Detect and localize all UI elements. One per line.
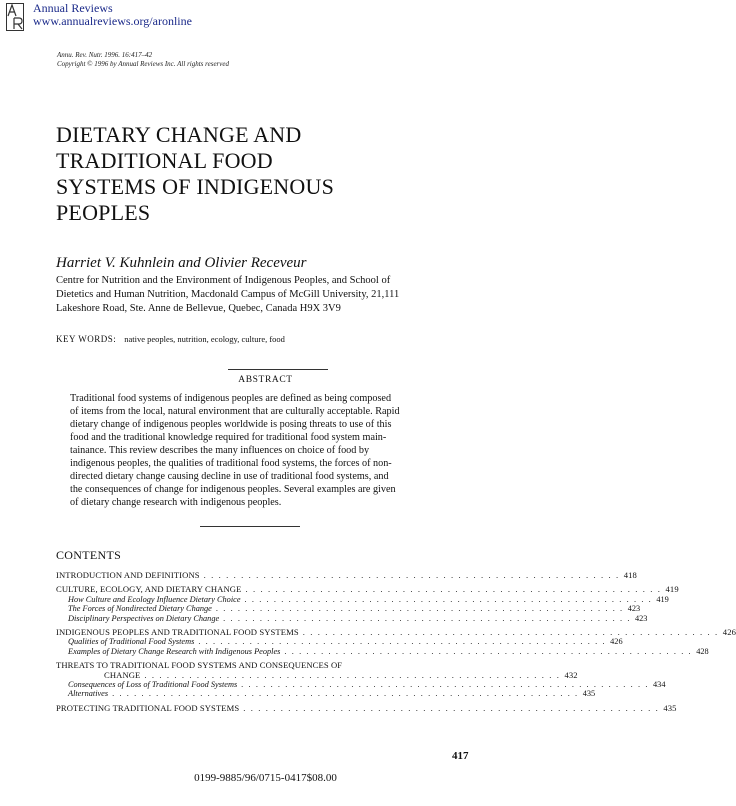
toc-entry-title: CHANGE <box>104 669 141 680</box>
toc-entry-culture-influence[interactable] <box>56 594 669 604</box>
toc-entry-culture-ecology[interactable] <box>56 584 679 595</box>
toc-page-number: 434 <box>653 679 666 689</box>
abstract-heading: ABSTRACT <box>238 375 293 385</box>
publisher-name: Annual Reviews <box>33 1 113 15</box>
toc-page-number: 435 <box>582 689 596 699</box>
toc-page-number: 418 <box>623 570 637 580</box>
abstract-line: indigenous peoples, the qualities of traditional food systems, the forces of non- <box>70 458 392 469</box>
affiliation-line: Lakeshore Road, Ste. Anne de Bellevue, Quebec, Canada H9X 3V9 <box>56 303 341 314</box>
abstract-line: directed dietary change causing decline in use of traditional food systems, and <box>70 471 389 482</box>
abstract-line: of items from the local, natural environment that are culturally acceptable. Rapid <box>70 406 400 417</box>
toc-leader-dots: . . . . . . . . . . . . . . . . . . . . . . . . . . . . . . . . . . . . . . . . . . . . . . . . . . . . . . . . <box>198 637 607 647</box>
toc-entry-consequences[interactable] <box>56 679 666 689</box>
toc-entry-title: PROTECTING TRADITIONAL FOOD SYSTEMS <box>56 702 240 713</box>
abstract-body <box>70 392 448 509</box>
toc-page-number: 435 <box>663 702 677 713</box>
abstract-line: the consequences of change for indigenous peoples. Several examples are given <box>70 484 396 495</box>
toc-entry-qualities[interactable] <box>56 637 623 647</box>
toc-leader-dots: . . . . . . . . . . . . . . . . . . . . . . . . . . . . . . . . . . . . . . . . . . . . . . . . . . . . . . . . . . . . . . . . <box>112 689 579 699</box>
toc-entry-title: Examples of Dietary Change Research with Indigenous Peoples <box>68 646 281 656</box>
toc-leader-dots: . . . . . . . . . . . . . . . . . . . . . . . . . . . . . . . . . . . . . . . . . . . . . . . . . . . . . . . . <box>215 604 624 614</box>
abstract-line: tainance. This review describes the many influences on choice of food by <box>70 445 370 456</box>
abstract-line: dietary change of indigenous peoples worldwide is posing threats to use of this <box>70 419 392 430</box>
toc-page-number: 428 <box>696 646 709 656</box>
toc-entry-disciplinary-perspectives[interactable] <box>56 613 648 623</box>
toc-entry-introduction[interactable] <box>56 570 637 580</box>
affiliation-line: Centre for Nutrition and the Environment of Indigenous Peoples, and School of <box>56 275 391 286</box>
toc-entry-title: Qualities of Traditional Food Systems <box>68 637 195 647</box>
title-line: PEOPLES <box>56 200 151 225</box>
toc-leader-dots: . . . . . . . . . . . . . . . . . . . . . . . . . . . . . . . . . . . . . . . . . . . . . . . . . . . . . . . . <box>241 679 650 689</box>
abstract-line: of dietary change research with indigenous peoples. <box>70 497 282 508</box>
abstract-divider-top <box>228 369 328 370</box>
toc-entry-title: CULTURE, ECOLOGY, AND DIETARY CHANGE <box>56 584 242 595</box>
toc-entry-alternatives[interactable] <box>56 689 596 699</box>
toc-leader-dots: . . . . . . . . . . . . . . . . . . . . . . . . . . . . . . . . . . . . . . . . . . . . . . . . . . . . . . . . <box>302 626 719 637</box>
toc-entry-indigenous-peoples[interactable] <box>56 626 736 637</box>
toc-page-number: 426 <box>722 626 736 637</box>
toc-entry-title: Disciplinary Perspectives on Dietary Change <box>68 613 220 623</box>
article-title <box>56 122 334 226</box>
abstract-divider-bottom <box>200 526 300 527</box>
keywords-label: KEY WORDS: <box>56 334 117 344</box>
toc-leader-dots: . . . . . . . . . . . . . . . . . . . . . . . . . . . . . . . . . . . . . . . . . . . . . . . . . . . . . . . . <box>223 613 631 623</box>
copyright-notice: Copyright © 1996 by Annual Reviews Inc. All rights reserved <box>57 60 229 68</box>
toc-entry-title: Alternatives <box>68 689 109 699</box>
toc-leader-dots: . . . . . . . . . . . . . . . . . . . . . . . . . . . . . . . . . . . . . . . . . . . . . . . . . . . . . . . . <box>203 570 620 580</box>
keywords-values: native peoples, nutrition, ecology, culture, food <box>124 334 285 344</box>
toc-leader-dots: . . . . . . . . . . . . . . . . . . . . . . . . . . . . . . . . . . . . . . . . . . . . . . . . . . . . . . . . <box>244 594 653 604</box>
authors: Harriet V. Kuhnlein and Olivier Receveur <box>56 255 307 271</box>
page-number: 417 <box>452 750 469 762</box>
toc-leader-dots: . . . . . . . . . . . . . . . . . . . . . . . . . . . . . . . . . . . . . . . . . . . . . . . . . . . . . . . . <box>245 584 662 595</box>
keywords <box>56 334 285 344</box>
price-code: 0199-9885/96/0715-0417$08.00 <box>194 772 337 784</box>
title-line: SYSTEMS OF INDIGENOUS <box>56 174 335 199</box>
toc-entry-title: THREATS TO TRADITIONAL FOOD SYSTEMS AND CONSEQUENCES OF <box>56 660 343 671</box>
title-line: DIETARY CHANGE AND <box>56 122 302 147</box>
toc-leader-dots: . . . . . . . . . . . . . . . . . . . . . . . . . . . . . . . . . . . . . . . . . . . . . . . . . . . . . . . . <box>243 702 660 713</box>
contents-heading: CONTENTS <box>56 548 122 562</box>
toc-entry-title: INDIGENOUS PEOPLES AND TRADITIONAL FOOD SYSTEMS <box>56 626 299 637</box>
title-line: TRADITIONAL FOOD <box>56 148 273 173</box>
publisher-header <box>33 2 192 28</box>
toc-page-number: 432 <box>564 669 578 680</box>
abstract-line: Traditional food systems of indigenous peoples are defined as being composed <box>70 393 392 404</box>
publisher-url-link[interactable]: www.annualreviews.org/aronline <box>33 14 192 28</box>
affiliation-line: Dietetics and Human Nutrition, Macdonald Campus of McGill University, 21,111 <box>56 289 400 300</box>
affiliation <box>56 274 476 316</box>
toc-entry-title: Consequences of Loss of Traditional Food Systems <box>68 679 238 689</box>
toc-entry-title: The Forces of Nondirected Dietary Change <box>68 604 212 614</box>
toc-page-number: 419 <box>656 594 669 604</box>
table-of-contents <box>56 570 736 713</box>
journal-citation: Annu. Rev. Nutr. 1996. 16:417–42 <box>57 51 153 59</box>
toc-entry-title: INTRODUCTION AND DEFINITIONS <box>56 570 200 580</box>
toc-entry-threats-continued[interactable] <box>56 669 578 680</box>
journal-citation-block <box>57 51 229 69</box>
toc-page-number: 426 <box>610 637 623 647</box>
toc-entry-nondirected-change[interactable] <box>56 604 641 614</box>
toc-page-number: 423 <box>627 604 641 614</box>
toc-entry-examples[interactable] <box>56 646 709 656</box>
annual-reviews-logo-icon <box>6 3 24 31</box>
toc-page-number: 419 <box>665 584 679 595</box>
abstract-line: food and the traditional knowledge required for traditional food system main- <box>70 432 387 443</box>
toc-page-number: 423 <box>635 613 648 623</box>
toc-leader-dots: . . . . . . . . . . . . . . . . . . . . . . . . . . . . . . . . . . . . . . . . . . . . . . . . . . . . . . . . <box>144 669 561 680</box>
toc-entry-title: How Culture and Ecology Influence Dietary Choice <box>68 594 241 604</box>
toc-leader-dots: . . . . . . . . . . . . . . . . . . . . . . . . . . . . . . . . . . . . . . . . . . . . . . . . . . . . . . . . <box>284 646 693 656</box>
toc-entry-protecting[interactable] <box>56 702 677 713</box>
